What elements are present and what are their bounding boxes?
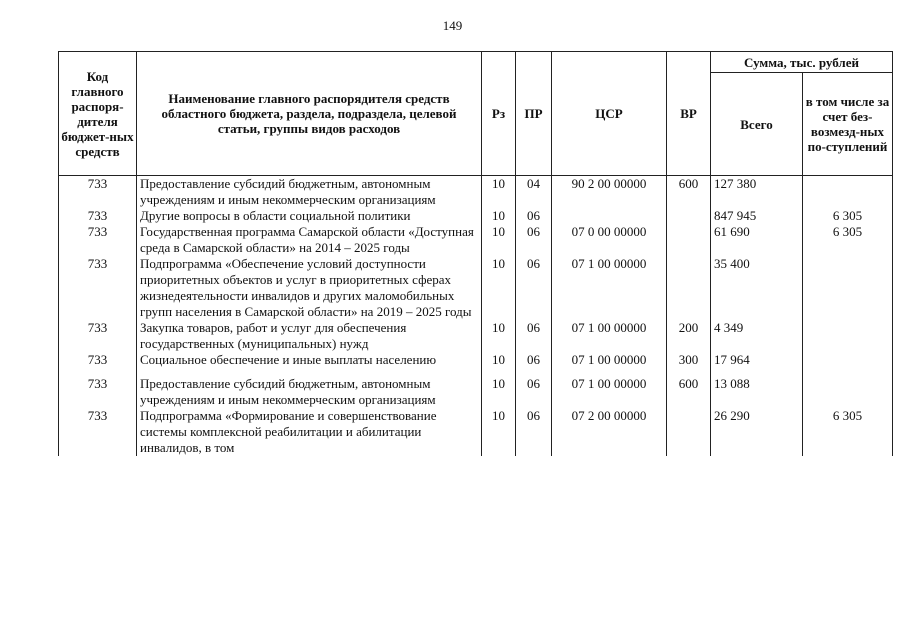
header-name: Наименование главного распорядителя средств областного бюджета, раздела, подраздела, целевой статьи, группы видов расходов [137, 52, 482, 176]
cell-name: Социальное обеспечение и иные выплаты населению [137, 352, 482, 368]
header-sum: Сумма, тыс. рублей [711, 52, 893, 73]
cell-rz: 10 [482, 376, 516, 408]
cell-name: Подпрограмма «Обеспечение условий доступности приоритетных объектов и услуг в приоритетных сферах жизнедеятельности инвалидов и других маломобильных групп населения в Самарской области» на 2019 – 2025 годы [137, 256, 482, 320]
page-number: 149 [442, 18, 463, 33]
cell-pr: 06 [516, 224, 552, 256]
table-row [59, 320, 893, 352]
cell-total: 13 088 [711, 376, 803, 408]
cell-rz: 10 [482, 256, 516, 320]
cell-csr: 07 1 00 00000 [552, 320, 667, 352]
cell-kod: 733 [59, 408, 137, 456]
cell-name: Другие вопросы в области социальной политики [137, 208, 482, 224]
cell-rz: 10 [482, 176, 516, 209]
cell-vr: 300 [667, 352, 711, 368]
cell-csr: 07 1 00 00000 [552, 352, 667, 368]
cell-rz: 10 [482, 224, 516, 256]
cell-pr: 06 [516, 320, 552, 352]
cell-vr [667, 208, 711, 224]
cell-pr: 06 [516, 408, 552, 456]
header-grant: в том числе за счет без-возмезд-ных по-ступлений [803, 73, 893, 176]
cell-grant [803, 256, 893, 320]
cell-vr: 600 [667, 176, 711, 209]
table-row [59, 352, 893, 368]
cell-kod: 733 [59, 376, 137, 408]
cell-rz: 10 [482, 320, 516, 352]
cell-rz: 10 [482, 352, 516, 368]
header-total: Всего [711, 73, 803, 176]
cell-csr: 07 1 00 00000 [552, 376, 667, 408]
cell-vr: 200 [667, 320, 711, 352]
cell-kod: 733 [59, 208, 137, 224]
cell-grant: 6 305 [803, 224, 893, 256]
cell-pr: 06 [516, 376, 552, 408]
cell-rz: 10 [482, 408, 516, 456]
cell-kod: 733 [59, 352, 137, 368]
budget-table [58, 51, 893, 456]
cell-vr [667, 224, 711, 256]
cell-name: Предоставление субсидий бюджетным, автономным учреждениям и иным некоммерческим организациям [137, 376, 482, 408]
cell-vr [667, 408, 711, 456]
cell-grant: 6 305 [803, 408, 893, 456]
table-row [59, 208, 893, 224]
cell-total: 35 400 [711, 256, 803, 320]
cell-kod: 733 [59, 176, 137, 209]
cell-total: 127 380 [711, 176, 803, 209]
cell-grant [803, 176, 893, 209]
cell-kod: 733 [59, 256, 137, 320]
cell-total: 61 690 [711, 224, 803, 256]
cell-csr: 07 2 00 00000 [552, 408, 667, 456]
cell-name: Государственная программа Самарской области «Доступная среда в Самарской области» на 2014 – 2025 годы [137, 224, 482, 256]
cell-csr: 90 2 00 00000 [552, 176, 667, 209]
cell-grant [803, 376, 893, 408]
cell-total: 847 945 [711, 208, 803, 224]
cell-grant [803, 352, 893, 368]
cell-kod: 733 [59, 224, 137, 256]
header-pr: ПР [516, 52, 552, 176]
cell-pr: 06 [516, 256, 552, 320]
header-vr: ВР [667, 52, 711, 176]
cell-pr: 06 [516, 352, 552, 368]
cell-vr: 600 [667, 376, 711, 408]
header-kod: Код главного распоря-дителя бюджет-ных средств [59, 52, 137, 176]
cell-rz: 10 [482, 208, 516, 224]
row-spacer [59, 368, 893, 376]
cell-csr: 07 0 00 00000 [552, 224, 667, 256]
table-row [59, 176, 893, 209]
cell-name: Закупка товаров, работ и услуг для обеспечения государственных (муниципальных) нужд [137, 320, 482, 352]
cell-pr: 04 [516, 176, 552, 209]
cell-vr [667, 256, 711, 320]
cell-total: 4 349 [711, 320, 803, 352]
cell-grant [803, 320, 893, 352]
table-row [59, 376, 893, 408]
cell-grant: 6 305 [803, 208, 893, 224]
cell-total: 26 290 [711, 408, 803, 456]
cell-csr: 07 1 00 00000 [552, 256, 667, 320]
cell-name: Предоставление субсидий бюджетным, автономным учреждениям и иным некоммерческим организациям [137, 176, 482, 209]
header-csr: ЦСР [552, 52, 667, 176]
cell-csr [552, 208, 667, 224]
cell-kod: 733 [59, 320, 137, 352]
table-row [59, 224, 893, 256]
cell-pr: 06 [516, 208, 552, 224]
cell-name: Подпрограмма «Формирование и совершенствование системы комплексной реабилитации и абилитации инвалидов, в том [137, 408, 482, 456]
cell-total: 17 964 [711, 352, 803, 368]
table-row [59, 256, 893, 320]
header-rz: Рз [482, 52, 516, 176]
table-row [59, 408, 893, 456]
